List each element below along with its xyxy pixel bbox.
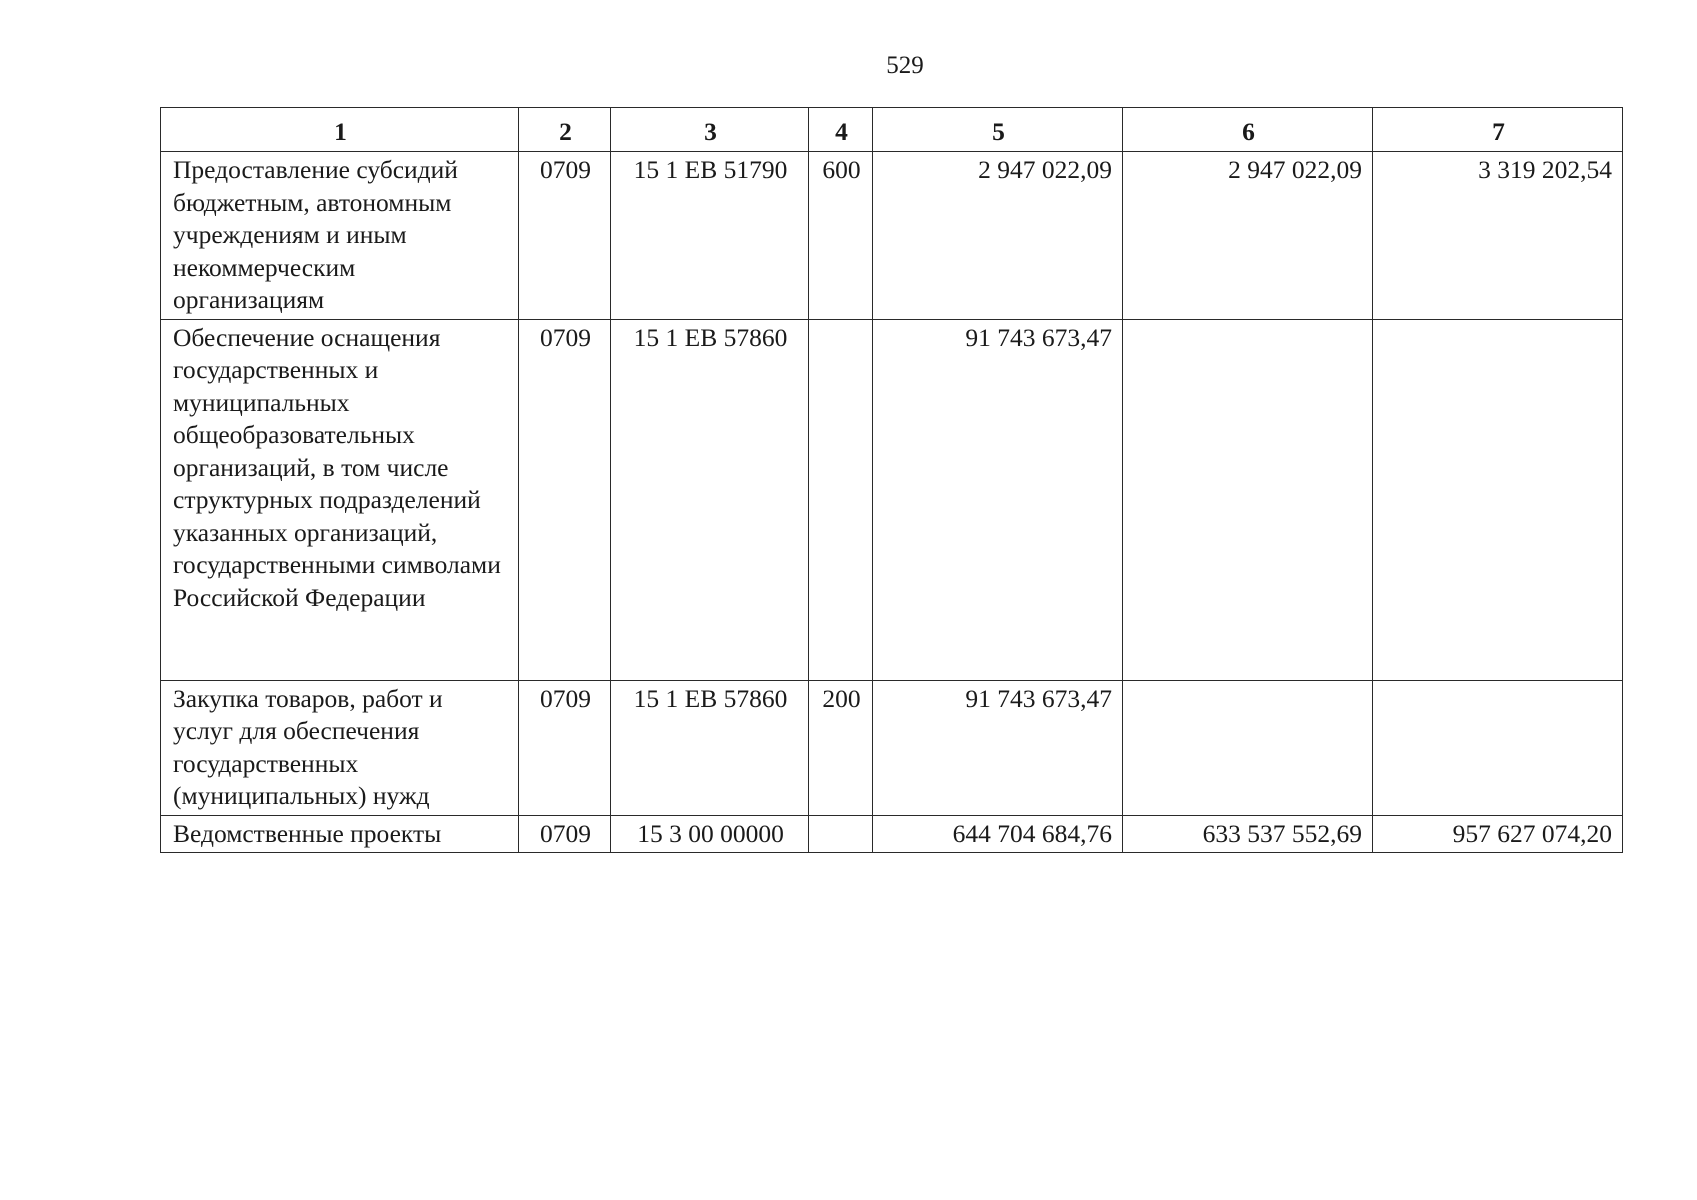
row-amount-1: 91 743 673,47 [873,680,1123,815]
row-amount-3: 957 627 074,20 [1373,815,1623,853]
row-code: 15 1 ЕВ 57860 [611,680,809,815]
row-amount-3 [1373,680,1623,815]
budget-table [160,107,1623,853]
row-name: Обеспечение оснащения государственных и муниципальных общеобразовательных организаций, в том числе структурных подразделений указанных организаций, государственными символами Российской Федерации [161,319,519,680]
row-expense-type [809,319,873,680]
row-expense-type [809,815,873,853]
table-row [161,680,1623,815]
column-header-6: 6 [1123,108,1373,152]
row-code: 15 1 ЕВ 57860 [611,319,809,680]
row-code: 15 1 ЕВ 51790 [611,152,809,320]
column-header-3: 3 [611,108,809,152]
row-amount-2: 2 947 022,09 [1123,152,1373,320]
row-amount-1: 644 704 684,76 [873,815,1123,853]
column-header-1: 1 [161,108,519,152]
row-amount-2 [1123,319,1373,680]
row-section: 0709 [519,815,611,853]
row-name: Ведомственные проекты [161,815,519,853]
row-section: 0709 [519,152,611,320]
row-amount-3 [1373,319,1623,680]
row-expense-type: 600 [809,152,873,320]
table-row [161,815,1623,853]
table-row [161,319,1623,680]
row-section: 0709 [519,680,611,815]
row-section: 0709 [519,319,611,680]
column-header-2: 2 [519,108,611,152]
row-name: Предоставление субсидий бюджетным, автономным учреждениям и иным некоммерческим организациям [161,152,519,320]
column-header-4: 4 [809,108,873,152]
page-number: 529 [886,52,924,79]
row-code: 15 3 00 00000 [611,815,809,853]
row-name: Закупка товаров, работ и услуг для обеспечения государственных (муниципальных) нужд [161,680,519,815]
column-header-7: 7 [1373,108,1623,152]
row-amount-1: 91 743 673,47 [873,319,1123,680]
row-amount-2 [1123,680,1373,815]
table-row [161,152,1623,320]
table-header-row [161,108,1623,152]
row-amount-3: 3 319 202,54 [1373,152,1623,320]
row-amount-2: 633 537 552,69 [1123,815,1373,853]
row-amount-1: 2 947 022,09 [873,152,1123,320]
row-expense-type: 200 [809,680,873,815]
column-header-5: 5 [873,108,1123,152]
